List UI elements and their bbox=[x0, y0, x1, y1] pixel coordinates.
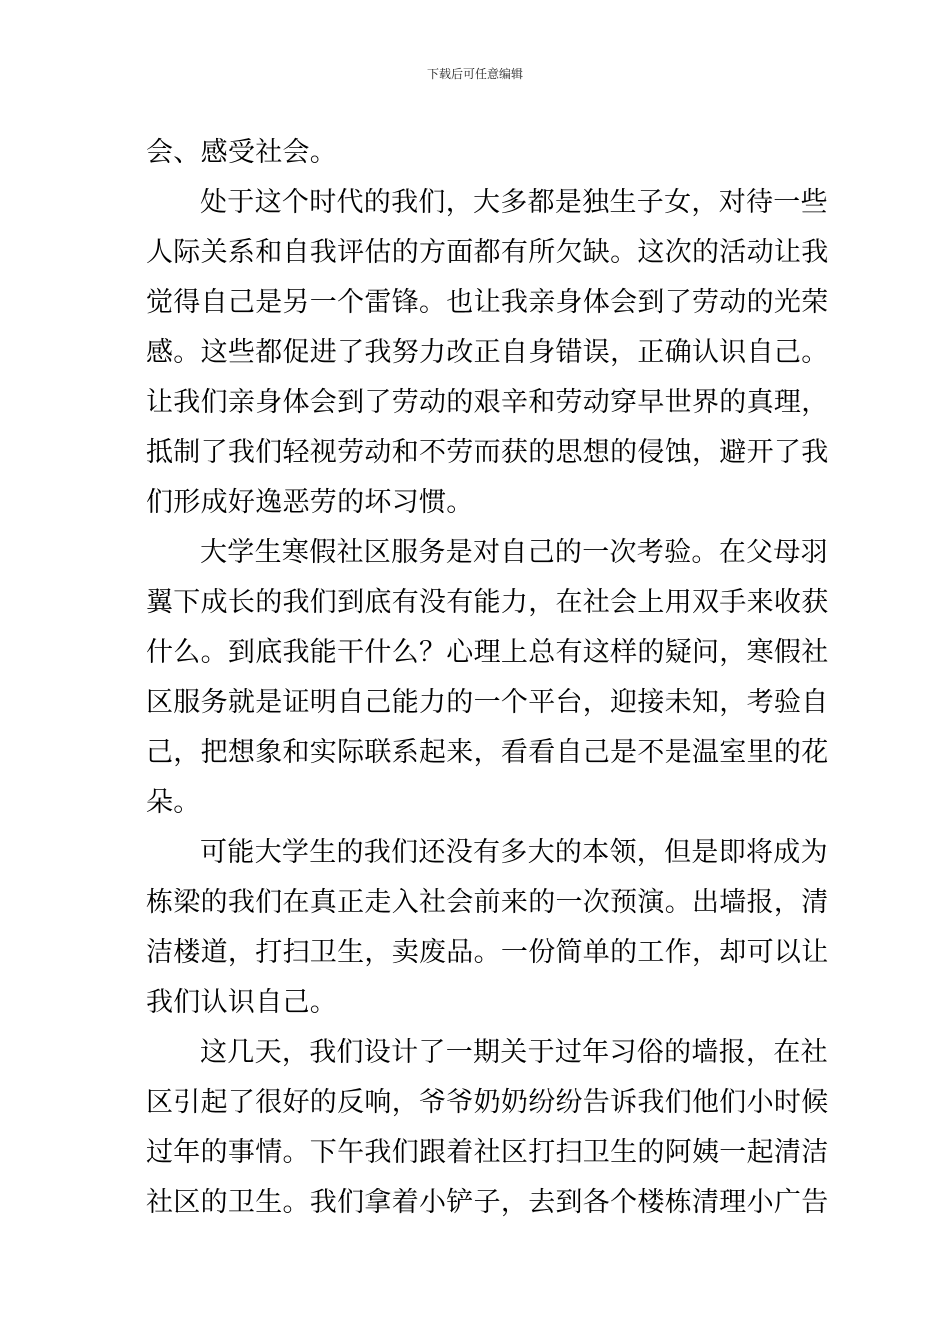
text-line: 社区的卫生。我们拿着小铲子，去到各个楼栋清理小广告 bbox=[146, 1187, 829, 1218]
text-line: 抵制了我们轻视劳动和不劳而获的思想的侵蚀，避开了我 bbox=[146, 437, 829, 468]
text-line: 会、感受社会。 bbox=[146, 137, 338, 168]
text-line: 过年的事情。下午我们跟着社区打扫卫生的阿姨一起清洁 bbox=[146, 1137, 829, 1168]
text-line: 区引起了很好的反响，爷爷奶奶纷纷告诉我们他们小时候 bbox=[146, 1087, 829, 1118]
text-line: 人际关系和自我评估的方面都有所欠缺。这次的活动让我 bbox=[146, 237, 829, 268]
paragraph-first-line: 大学生寒假社区服务是对自己的一次考验。在父母羽 bbox=[200, 537, 828, 568]
text-line: 洁楼道，打扫卫生，卖废品。一份简单的工作，却可以让 bbox=[146, 937, 829, 968]
text-line: 己，把想象和实际联系起来，看看自己是不是温室里的花 bbox=[146, 737, 829, 768]
paragraph-first-line: 可能大学生的我们还没有多大的本领，但是即将成为 bbox=[200, 837, 828, 868]
text-line: 觉得自己是另一个雷锋。也让我亲身体会到了劳动的光荣 bbox=[146, 287, 829, 318]
text-line: 什么。到底我能干什么？心理上总有这样的疑问，寒假社 bbox=[146, 637, 829, 668]
text-line: 朵。 bbox=[146, 787, 201, 818]
paragraph-first-line: 处于这个时代的我们，大多都是独生子女，对待一些 bbox=[200, 187, 828, 218]
text-line: 栋梁的我们在真正走入社会前来的一次预演。出墙报，清 bbox=[146, 887, 829, 918]
text-line: 让我们亲身体会到了劳动的艰辛和劳动穿早世界的真理， bbox=[146, 387, 829, 418]
text-line: 我们认识自己。 bbox=[146, 987, 338, 1018]
page-header: 下载后可任意编辑 bbox=[426, 67, 523, 81]
text-line: 区服务就是证明自己能力的一个平台，迎接未知，考验自 bbox=[146, 687, 829, 718]
text-line: 翼下成长的我们到底有没有能力，在社会上用双手来收获 bbox=[146, 587, 829, 618]
document-body bbox=[146, 128, 829, 1228]
paragraph-first-line: 这几天，我们设计了一期关于过年习俗的墙报，在社 bbox=[200, 1037, 828, 1068]
text-line: 感。这些都促进了我努力改正自身错误，正确认识自己。 bbox=[146, 337, 829, 368]
text-line: 们形成好逸恶劳的坏习惯。 bbox=[146, 487, 474, 518]
